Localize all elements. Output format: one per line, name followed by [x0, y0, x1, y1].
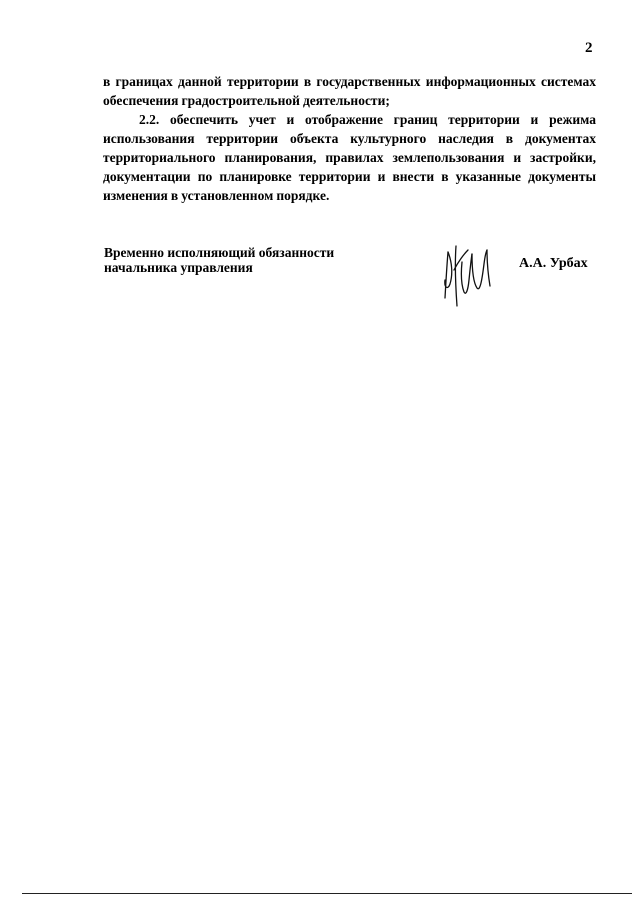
signer-title — [104, 245, 334, 275]
paragraph-continuation: в границах данной территории в государственных информационных системах обеспечения градостроительной деятельности; — [103, 74, 596, 108]
page-bottom-rule — [22, 893, 632, 894]
signer-title-line-1: Временно исполняющий обязанности — [104, 245, 335, 260]
handwritten-signature-icon — [438, 240, 498, 308]
page-number: 2 — [585, 40, 593, 56]
signer-name: А.А. Урбах — [519, 256, 588, 271]
document-body — [103, 72, 596, 205]
signer-title-line-2: начальника управления — [104, 260, 253, 275]
paragraph-item-2-2: 2.2. обеспечить учет и отображение границ территории и режима использования территории объекта культурного наследия в документах территориального планирования, правилах землепользования и застройки, документации по планировке территории и внести в указанные документы изменения в установленном порядке. — [103, 112, 596, 203]
